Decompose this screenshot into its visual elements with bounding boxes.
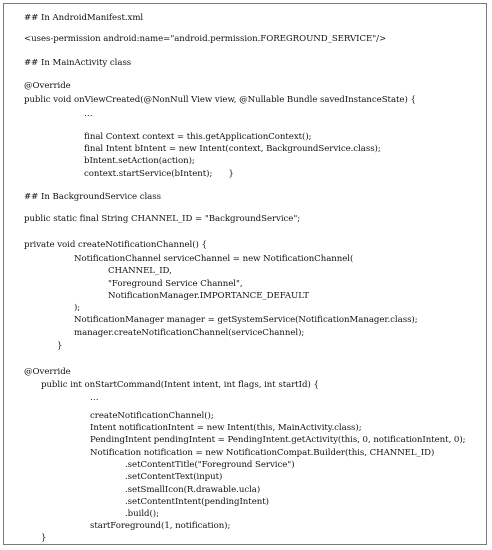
code-line: "Foreground Service Channel", — [108, 279, 243, 289]
code-line: startForeground(1, notification); — [90, 521, 231, 531]
code-line: @Override — [24, 367, 71, 377]
code-line: … — [84, 109, 93, 119]
code-line: ## In MainActivity class — [24, 58, 132, 68]
code-line: .setContentTitle("Foreground Service") — [125, 460, 295, 470]
code-line: CHANNEL_ID, — [108, 266, 172, 276]
code-line: NotificationManager.IMPORTANCE_DEFAULT — [108, 291, 309, 301]
code-line: ## In BackgroundService class — [24, 192, 161, 202]
code-line: NotificationManager manager = getSystemService(NotificationManager.class); — [74, 315, 418, 325]
code-line: createNotificationChannel(); — [90, 411, 214, 421]
code-line: private void createNotificationChannel() { — [24, 240, 207, 250]
code-line: context.startService(bIntent); } — [84, 169, 234, 179]
code-line: … — [90, 393, 99, 403]
code-line: @Override — [24, 81, 71, 91]
code-line: bIntent.setAction(action); — [84, 156, 195, 166]
code-line: ); — [74, 303, 81, 313]
code-line: ## In AndroidManifest.xml — [24, 13, 144, 23]
code-line: NotificationChannel serviceChannel = new NotificationChannel( — [74, 254, 354, 264]
code-line: Notification notification = new NotificationCompat.Builder(this, CHANNEL_ID) — [90, 448, 435, 458]
code-line: Intent notificationIntent = new Intent(this, MainActivity.class); — [90, 423, 362, 433]
code-line: } — [41, 533, 47, 543]
code-line: .setContentIntent(pendingIntent) — [125, 497, 269, 507]
code-line: final Intent bIntent = new Intent(context, BackgroundService.class); — [84, 144, 381, 154]
code-line: public void onViewCreated(@NonNull View view, @Nullable Bundle savedInstanceState) { — [24, 95, 416, 105]
code-line: .setContentText(input) — [125, 472, 223, 482]
code-line: PendingIntent pendingIntent = PendingIntent.getActivity(this, 0, notificationIntent, 0); — [90, 435, 466, 445]
code-listing-frame — [3, 3, 487, 545]
code-line: public static final String CHANNEL_ID = "BackgroundService"; — [24, 214, 301, 224]
code-line: } — [57, 341, 63, 351]
code-line: manager.createNotificationChannel(serviceChannel); — [74, 328, 305, 338]
code-line: final Context context = this.getApplicationContext(); — [84, 132, 312, 142]
code-line: .setSmallIcon(R.drawable.ucla) — [125, 485, 261, 495]
code-line: .build(); — [125, 509, 159, 519]
code-line: <uses-permission android:name="android.permission.FOREGROUND_SERVICE"/> — [24, 34, 387, 44]
code-line: public int onStartCommand(Intent intent, int flags, int startId) { — [41, 380, 319, 390]
